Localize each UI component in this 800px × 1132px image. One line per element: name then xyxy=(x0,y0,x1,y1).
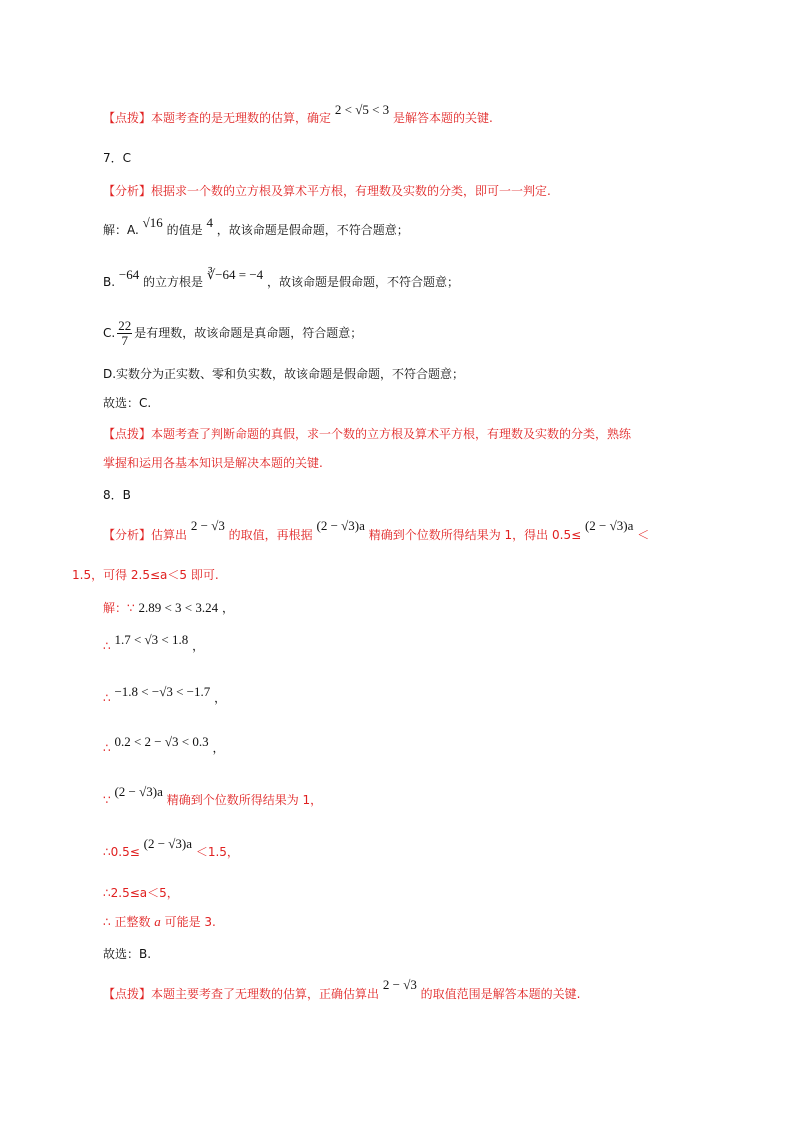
q8-s4-expr: 0.2 < 2 − √3 < 0.3 xyxy=(114,734,209,749)
q8-analysis-2: 的取值，再根据 xyxy=(228,528,313,542)
q7-a-val: 4 xyxy=(206,215,213,230)
q8-step-1 xyxy=(103,600,234,616)
tip-label: 【点拨】 xyxy=(103,111,152,125)
q8-analysis-line2: 1.5，可得 2.5≤a＜5 即可. xyxy=(72,568,219,582)
analysis-label: 【分析】 xyxy=(103,184,152,198)
q8-s1-end: ， xyxy=(221,601,234,615)
q8-step-5 xyxy=(103,784,323,808)
q8-s8-var: a xyxy=(154,914,161,929)
q7-c-end: 是有理数，故该命题是真命题，符合题意； xyxy=(134,326,363,340)
q7-option-d: D.实数分为正实数、零和负实数，故该命题是假命题，不符合题意； xyxy=(103,367,465,381)
tip-label: 【点拨】 xyxy=(103,987,152,1001)
tip-label: 【点拨】 xyxy=(103,427,152,441)
q8-s6-end: ＜1.5， xyxy=(195,845,239,859)
q8-tip-expr: 2 − √3 xyxy=(382,977,417,992)
q8-s2-expr: 1.7 < √3 < 1.8 xyxy=(114,632,189,647)
q8-s8-prefix: ∴ 正整数 xyxy=(103,915,151,929)
q8-heading: 8．B xyxy=(103,488,131,502)
q6-tip-expr: 2 < √5 < 3 xyxy=(334,102,390,117)
q8-s4-end: ， xyxy=(212,741,225,755)
q8-analysis-4: ＜ xyxy=(637,528,650,542)
q8-tip-end: 的取值范围是解答本题的关键. xyxy=(420,987,581,1001)
q8-s5-end: 精确到个位数所得结果为 1， xyxy=(166,793,323,807)
q7-b-mid: 的立方根是 xyxy=(143,275,204,289)
q8-step-7: ∴2.5≤a＜5， xyxy=(103,886,179,900)
q7-c-denominator: 7 xyxy=(121,333,128,348)
q8-choice: 故选：B. xyxy=(103,947,152,961)
q8-s5-expr: (2 − √3)a xyxy=(114,784,163,799)
q8-step-6 xyxy=(103,836,239,860)
q8-analysis-1: 估算出 xyxy=(151,528,188,542)
q8-step-3 xyxy=(103,684,227,706)
q8-s6-prefix: ∴0.5≤ xyxy=(103,845,140,859)
q8-tip-text: 本题主要考查了无理数的估算，正确估算出 xyxy=(151,987,380,1001)
q8-tip xyxy=(103,977,581,1002)
q7-c-numerator: 22 xyxy=(118,318,132,333)
q7-analysis xyxy=(103,183,551,199)
q7-b-prefix: B. xyxy=(103,275,116,289)
q7-tip-text: 本题考查了判断命题的真假，求一个数的立方根及算术平方根，有理数及实数的分类，熟练 xyxy=(151,427,632,441)
q6-tip-end: 是解答本题的关键. xyxy=(393,111,493,125)
q8-s8-end: 可能是 3. xyxy=(164,915,216,929)
q8-s6-expr: (2 − √3)a xyxy=(143,836,193,851)
because-symbol: ∵ xyxy=(103,793,111,807)
q8-s1-expr: 2.89 < 3 < 3.24 xyxy=(138,600,219,615)
q7-b-val: ∛−64 = −4 xyxy=(206,267,264,282)
q8-expr-b: (2 − √3)a xyxy=(316,518,365,533)
q8-expr-a: 2 − √3 xyxy=(190,518,225,533)
q8-analysis-line1 xyxy=(103,518,650,543)
q8-step-4 xyxy=(103,734,225,756)
q7-heading: 7．C xyxy=(103,151,132,165)
q7-tip-line1 xyxy=(103,426,631,442)
q7-b-expr: −64 xyxy=(118,267,140,282)
therefore-symbol: ∴ xyxy=(103,741,111,755)
therefore-symbol: ∴ xyxy=(103,691,111,705)
therefore-symbol: ∴ xyxy=(103,639,111,653)
q7-tip-line2: 掌握和运用各基本知识是解决本题的关键. xyxy=(103,456,323,470)
q8-sol-prefix: 解：∵ xyxy=(103,601,135,615)
q7-c-prefix: C. xyxy=(103,326,116,340)
q8-expr-c: (2 − √3)a xyxy=(584,518,634,533)
q6-tip-text: 本题考查的是无理数的估算，确定 xyxy=(151,111,332,125)
q7-analysis-text: 根据求一个数的立方根及算术平方根，有理数及实数的分类，即可一一判定. xyxy=(151,184,551,198)
q8-s2-end: ， xyxy=(192,639,205,653)
q7-option-b xyxy=(103,267,460,290)
q7-a-mid: 的值是 xyxy=(166,223,203,237)
q8-analysis-3: 精确到个位数所得结果为 1，得出 0.5≤ xyxy=(368,528,582,542)
q7-option-a xyxy=(103,215,409,238)
q7-a-prefix: 解：A. xyxy=(103,223,139,237)
q7-a-expr: √16 xyxy=(142,215,163,230)
q8-step-8 xyxy=(103,914,216,930)
q8-s3-expr: −1.8 < −√3 < −1.7 xyxy=(114,684,211,699)
q7-a-end: ，故该命题是假命题，不符合题意； xyxy=(216,223,409,237)
q7-b-end: ，故该命题是假命题，不符合题意； xyxy=(267,275,460,289)
q8-s3-end: ， xyxy=(214,691,227,705)
q7-option-c xyxy=(103,318,362,348)
q7-choice: 故选：C. xyxy=(103,396,152,410)
q8-step-2 xyxy=(103,632,205,654)
q7-c-fraction xyxy=(117,319,132,348)
q6-tip xyxy=(103,102,493,126)
analysis-label: 【分析】 xyxy=(103,528,152,542)
